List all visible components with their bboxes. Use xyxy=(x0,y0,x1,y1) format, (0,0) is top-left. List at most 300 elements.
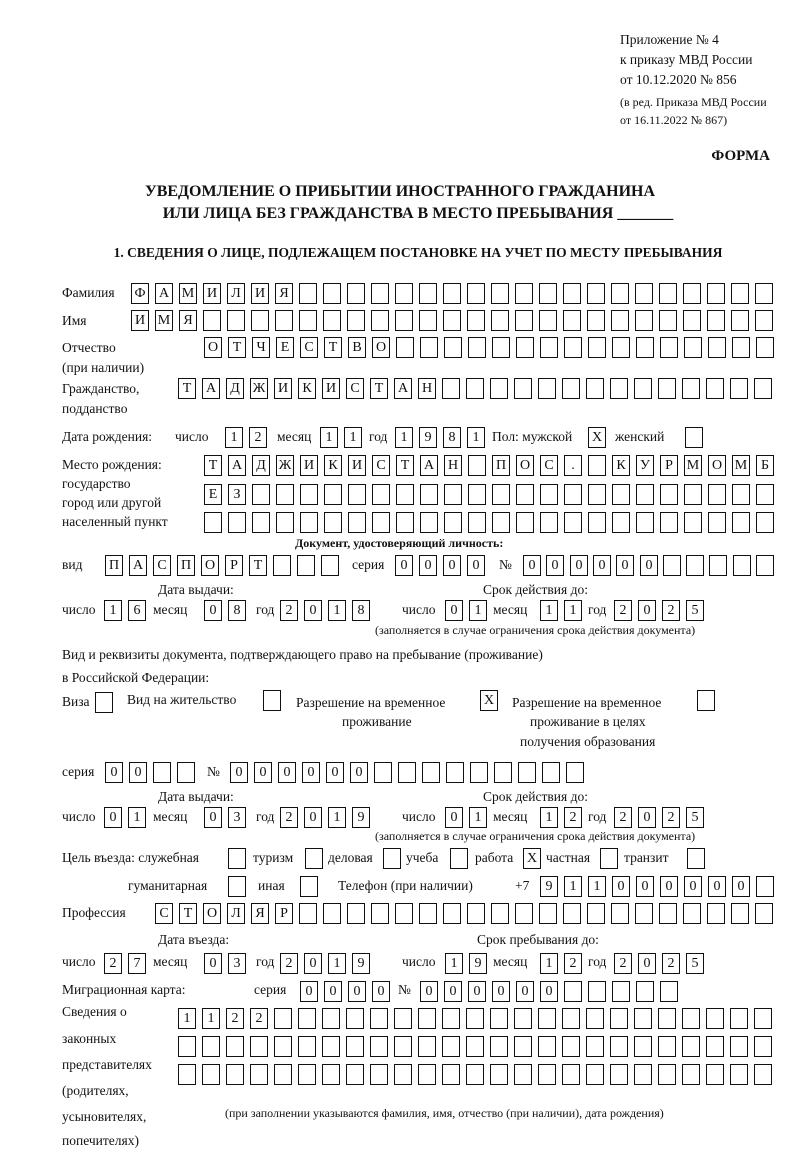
stay-number-cell[interactable] xyxy=(470,762,488,783)
birth-year-cell[interactable]: 9 xyxy=(419,427,437,448)
reps-1-cell[interactable] xyxy=(586,1008,604,1029)
patronymic-cell[interactable] xyxy=(540,337,558,358)
patronymic-cell[interactable]: Т xyxy=(324,337,342,358)
mc-series-cell[interactable]: 0 xyxy=(324,981,342,1002)
birth-place-2-cell[interactable] xyxy=(492,484,510,505)
surname-cell[interactable] xyxy=(611,283,629,304)
birth-place-1-cell[interactable]: А xyxy=(228,455,246,476)
surname-cell[interactable]: М xyxy=(179,283,197,304)
entry-day-cell[interactable]: 7 xyxy=(128,953,146,974)
birth-place-3-cell[interactable] xyxy=(276,512,294,533)
birth-place-1-cell[interactable]: О xyxy=(516,455,534,476)
stay-issue-year-cell[interactable]: 2 xyxy=(280,807,298,828)
citizenship-cell[interactable] xyxy=(442,378,460,399)
surname-cell[interactable]: И xyxy=(203,283,221,304)
stay-year-cell[interactable]: 5 xyxy=(686,953,704,974)
citizenship-cell[interactable] xyxy=(466,378,484,399)
patronymic-cell[interactable] xyxy=(492,337,510,358)
profession-cell[interactable] xyxy=(371,903,389,924)
birth-place-1-cell[interactable]: С xyxy=(540,455,558,476)
phone-cell[interactable]: 0 xyxy=(684,876,702,897)
birth-place-1-cell[interactable]: Ж xyxy=(276,455,294,476)
entry-month-cell[interactable]: 0 xyxy=(204,953,222,974)
reps-1-cell[interactable] xyxy=(274,1008,292,1029)
entry-month-cell[interactable]: 3 xyxy=(228,953,246,974)
citizenship-cell[interactable] xyxy=(754,378,772,399)
name-cell[interactable] xyxy=(275,310,293,331)
reps-2-cell[interactable] xyxy=(490,1036,508,1057)
birth-place-1-cell[interactable]: С xyxy=(372,455,390,476)
reps-3-cell[interactable] xyxy=(754,1064,772,1085)
purpose-work-cell[interactable]: X xyxy=(523,848,541,869)
reps-3-cell[interactable] xyxy=(562,1064,580,1085)
stay-number-cell[interactable] xyxy=(494,762,512,783)
reps-1-cell[interactable] xyxy=(658,1008,676,1029)
surname-cell[interactable]: Ф xyxy=(131,283,149,304)
patronymic-cell[interactable]: О xyxy=(204,337,222,358)
id-valid-year-cell[interactable]: 5 xyxy=(686,600,704,621)
reps-3-cell[interactable] xyxy=(514,1064,532,1085)
profession-cell[interactable] xyxy=(635,903,653,924)
patronymic-cell[interactable]: Е xyxy=(276,337,294,358)
surname-cell[interactable] xyxy=(635,283,653,304)
birth-place-1-cell[interactable]: К xyxy=(612,455,630,476)
birth-place-3-cell[interactable] xyxy=(588,512,606,533)
birth-place-3-cell[interactable] xyxy=(396,512,414,533)
reps-2-cell[interactable] xyxy=(682,1036,700,1057)
reps-3-cell[interactable] xyxy=(346,1064,364,1085)
reps-1-cell[interactable] xyxy=(706,1008,724,1029)
birth-place-3-cell[interactable] xyxy=(612,512,630,533)
sex-male-cell[interactable]: X xyxy=(588,427,606,448)
citizenship-cell[interactable] xyxy=(538,378,556,399)
stay-issue-day-cell[interactable]: 1 xyxy=(128,807,146,828)
phone-cell[interactable]: 0 xyxy=(708,876,726,897)
citizenship-cell[interactable] xyxy=(610,378,628,399)
birth-place-2-cell[interactable] xyxy=(660,484,678,505)
birth-place-2-cell[interactable] xyxy=(612,484,630,505)
reps-2-cell[interactable] xyxy=(586,1036,604,1057)
name-cell[interactable] xyxy=(347,310,365,331)
birth-place-2-cell[interactable] xyxy=(348,484,366,505)
stay-number-cell[interactable] xyxy=(446,762,464,783)
name-cell[interactable] xyxy=(683,310,701,331)
id-number-cell[interactable]: 0 xyxy=(593,555,611,576)
profession-cell[interactable]: Я xyxy=(251,903,269,924)
reps-2-cell[interactable] xyxy=(706,1036,724,1057)
surname-cell[interactable] xyxy=(563,283,581,304)
reps-2-cell[interactable] xyxy=(634,1036,652,1057)
id-number-cell[interactable] xyxy=(733,555,751,576)
reps-1-cell[interactable] xyxy=(754,1008,772,1029)
stay-day-cell[interactable]: 9 xyxy=(469,953,487,974)
phone-cell[interactable]: 0 xyxy=(732,876,750,897)
id-kind-cell[interactable]: П xyxy=(105,555,123,576)
reps-3-cell[interactable] xyxy=(538,1064,556,1085)
birth-place-1-cell[interactable]: М xyxy=(732,455,750,476)
birth-place-1-cell[interactable]: . xyxy=(564,455,582,476)
patronymic-cell[interactable]: В xyxy=(348,337,366,358)
profession-cell[interactable] xyxy=(611,903,629,924)
reps-3-cell[interactable] xyxy=(226,1064,244,1085)
profession-cell[interactable]: О xyxy=(203,903,221,924)
id-issue-day-cell[interactable]: 1 xyxy=(104,600,122,621)
reps-3-cell[interactable] xyxy=(634,1064,652,1085)
patronymic-cell[interactable] xyxy=(468,337,486,358)
name-cell[interactable] xyxy=(395,310,413,331)
reps-3-cell[interactable] xyxy=(682,1064,700,1085)
birth-place-3-cell[interactable] xyxy=(204,512,222,533)
birth-place-2-cell[interactable] xyxy=(636,484,654,505)
stay-year-cell[interactable]: 2 xyxy=(662,953,680,974)
patronymic-cell[interactable]: Т xyxy=(228,337,246,358)
purpose-humanitarian-cell[interactable] xyxy=(228,876,246,897)
birth-place-3-cell[interactable] xyxy=(516,512,534,533)
profession-cell[interactable] xyxy=(659,903,677,924)
birth-place-1-cell[interactable] xyxy=(468,455,486,476)
id-valid-day-cell[interactable]: 0 xyxy=(445,600,463,621)
surname-cell[interactable] xyxy=(347,283,365,304)
reps-3-cell[interactable] xyxy=(610,1064,628,1085)
reps-2-cell[interactable] xyxy=(442,1036,460,1057)
profession-cell[interactable] xyxy=(443,903,461,924)
name-cell[interactable] xyxy=(731,310,749,331)
stay-valid-year-cell[interactable]: 5 xyxy=(686,807,704,828)
id-issue-day-cell[interactable]: 6 xyxy=(128,600,146,621)
id-number-cell[interactable]: 0 xyxy=(546,555,564,576)
citizenship-cell[interactable]: К xyxy=(298,378,316,399)
reps-1-cell[interactable] xyxy=(538,1008,556,1029)
patronymic-cell[interactable] xyxy=(564,337,582,358)
birth-place-3-cell[interactable] xyxy=(708,512,726,533)
id-number-cell[interactable]: 0 xyxy=(640,555,658,576)
birth-place-2-cell[interactable] xyxy=(300,484,318,505)
purpose-transit-cell[interactable] xyxy=(687,848,705,869)
reps-1-cell[interactable] xyxy=(682,1008,700,1029)
birth-place-1-cell[interactable]: Т xyxy=(396,455,414,476)
patronymic-cell[interactable] xyxy=(444,337,462,358)
entry-year-cell[interactable]: 1 xyxy=(328,953,346,974)
stay-number-cell[interactable]: 0 xyxy=(302,762,320,783)
profession-cell[interactable] xyxy=(323,903,341,924)
profession-cell[interactable] xyxy=(539,903,557,924)
birth-place-2-cell[interactable] xyxy=(708,484,726,505)
patronymic-cell[interactable] xyxy=(396,337,414,358)
trp-cell[interactable]: X xyxy=(480,690,498,711)
citizenship-cell[interactable]: Н xyxy=(418,378,436,399)
birth-place-1-cell[interactable]: У xyxy=(636,455,654,476)
birth-place-2-cell[interactable] xyxy=(276,484,294,505)
reps-3-cell[interactable] xyxy=(706,1064,724,1085)
reps-2-cell[interactable] xyxy=(250,1036,268,1057)
reps-3-cell[interactable] xyxy=(298,1064,316,1085)
surname-cell[interactable] xyxy=(371,283,389,304)
entry-day-cell[interactable]: 2 xyxy=(104,953,122,974)
citizenship-cell[interactable]: Ж xyxy=(250,378,268,399)
stay-month-cell[interactable]: 1 xyxy=(540,953,558,974)
birth-place-1-cell[interactable]: Р xyxy=(660,455,678,476)
id-valid-day-cell[interactable]: 1 xyxy=(469,600,487,621)
reps-3-cell[interactable] xyxy=(466,1064,484,1085)
birth-place-3-cell[interactable] xyxy=(756,512,774,533)
name-cell[interactable] xyxy=(371,310,389,331)
reps-1-cell[interactable]: 1 xyxy=(178,1008,196,1029)
patronymic-cell[interactable] xyxy=(732,337,750,358)
birth-place-2-cell[interactable]: Е xyxy=(204,484,222,505)
name-cell[interactable] xyxy=(563,310,581,331)
citizenship-cell[interactable] xyxy=(586,378,604,399)
id-series-cell[interactable]: 0 xyxy=(467,555,485,576)
purpose-other-cell[interactable] xyxy=(300,876,318,897)
id-number-cell[interactable] xyxy=(756,555,774,576)
surname-cell[interactable]: А xyxy=(155,283,173,304)
profession-cell[interactable]: С xyxy=(155,903,173,924)
name-cell[interactable] xyxy=(443,310,461,331)
name-cell[interactable]: И xyxy=(131,310,149,331)
reps-1-cell[interactable] xyxy=(298,1008,316,1029)
birth-place-3-cell[interactable] xyxy=(252,512,270,533)
name-cell[interactable] xyxy=(659,310,677,331)
reps-1-cell[interactable] xyxy=(394,1008,412,1029)
profession-cell[interactable] xyxy=(707,903,725,924)
citizenship-cell[interactable]: И xyxy=(322,378,340,399)
id-issue-year-cell[interactable]: 2 xyxy=(280,600,298,621)
citizenship-cell[interactable] xyxy=(562,378,580,399)
reps-3-cell[interactable] xyxy=(178,1064,196,1085)
reps-1-cell[interactable] xyxy=(562,1008,580,1029)
name-cell[interactable]: М xyxy=(155,310,173,331)
profession-cell[interactable] xyxy=(347,903,365,924)
id-kind-cell[interactable]: Т xyxy=(249,555,267,576)
birth-place-2-cell[interactable] xyxy=(540,484,558,505)
birth-place-3-cell[interactable] xyxy=(684,512,702,533)
mc-number-cell[interactable] xyxy=(588,981,606,1002)
name-cell[interactable] xyxy=(707,310,725,331)
citizenship-cell[interactable] xyxy=(730,378,748,399)
birth-year-cell[interactable]: 1 xyxy=(467,427,485,448)
surname-cell[interactable] xyxy=(755,283,773,304)
stay-year-cell[interactable]: 0 xyxy=(638,953,656,974)
birth-place-3-cell[interactable] xyxy=(660,512,678,533)
mc-number-cell[interactable]: 0 xyxy=(492,981,510,1002)
birth-place-2-cell[interactable] xyxy=(468,484,486,505)
citizenship-cell[interactable] xyxy=(634,378,652,399)
stay-issue-year-cell[interactable]: 0 xyxy=(304,807,322,828)
surname-cell[interactable] xyxy=(419,283,437,304)
surname-cell[interactable]: Л xyxy=(227,283,245,304)
birth-place-3-cell[interactable] xyxy=(492,512,510,533)
patronymic-cell[interactable]: С xyxy=(300,337,318,358)
reps-2-cell[interactable] xyxy=(658,1036,676,1057)
stay-issue-year-cell[interactable]: 1 xyxy=(328,807,346,828)
stay-series-cell[interactable] xyxy=(177,762,195,783)
reps-2-cell[interactable] xyxy=(610,1036,628,1057)
birth-place-1-cell[interactable]: О xyxy=(708,455,726,476)
reps-2-cell[interactable] xyxy=(370,1036,388,1057)
id-issue-year-cell[interactable]: 0 xyxy=(304,600,322,621)
stay-number-cell[interactable] xyxy=(422,762,440,783)
id-series-cell[interactable]: 0 xyxy=(443,555,461,576)
name-cell[interactable] xyxy=(323,310,341,331)
id-kind-cell[interactable] xyxy=(273,555,291,576)
stay-number-cell[interactable]: 0 xyxy=(278,762,296,783)
patronymic-cell[interactable] xyxy=(756,337,774,358)
name-cell[interactable] xyxy=(299,310,317,331)
purpose-business-cell[interactable] xyxy=(383,848,401,869)
id-kind-cell[interactable]: С xyxy=(153,555,171,576)
birth-place-1-cell[interactable]: А xyxy=(420,455,438,476)
birth-place-2-cell[interactable] xyxy=(684,484,702,505)
birth-place-1-cell[interactable]: Н xyxy=(444,455,462,476)
reps-3-cell[interactable] xyxy=(322,1064,340,1085)
profession-cell[interactable] xyxy=(299,903,317,924)
surname-cell[interactable] xyxy=(659,283,677,304)
reps-3-cell[interactable] xyxy=(442,1064,460,1085)
birth-month-cell[interactable]: 1 xyxy=(344,427,362,448)
name-cell[interactable] xyxy=(515,310,533,331)
id-series-cell[interactable]: 0 xyxy=(419,555,437,576)
reps-2-cell[interactable] xyxy=(274,1036,292,1057)
surname-cell[interactable] xyxy=(395,283,413,304)
id-kind-cell[interactable]: П xyxy=(177,555,195,576)
id-kind-cell[interactable]: Р xyxy=(225,555,243,576)
reps-1-cell[interactable] xyxy=(442,1008,460,1029)
citizenship-cell[interactable]: С xyxy=(346,378,364,399)
birth-place-1-cell[interactable]: И xyxy=(300,455,318,476)
name-cell[interactable] xyxy=(635,310,653,331)
reps-2-cell[interactable] xyxy=(298,1036,316,1057)
birth-place-2-cell[interactable] xyxy=(252,484,270,505)
reps-1-cell[interactable]: 1 xyxy=(202,1008,220,1029)
id-kind-cell[interactable] xyxy=(321,555,339,576)
stay-valid-month-cell[interactable]: 2 xyxy=(564,807,582,828)
profession-cell[interactable] xyxy=(491,903,509,924)
reps-1-cell[interactable] xyxy=(346,1008,364,1029)
id-valid-year-cell[interactable]: 2 xyxy=(662,600,680,621)
mc-number-cell[interactable] xyxy=(564,981,582,1002)
reps-2-cell[interactable] xyxy=(322,1036,340,1057)
reps-3-cell[interactable] xyxy=(418,1064,436,1085)
surname-cell[interactable] xyxy=(515,283,533,304)
mc-number-cell[interactable] xyxy=(660,981,678,1002)
reps-1-cell[interactable] xyxy=(418,1008,436,1029)
reps-2-cell[interactable] xyxy=(394,1036,412,1057)
birth-place-1-cell[interactable]: Б xyxy=(756,455,774,476)
phone-cell[interactable] xyxy=(756,876,774,897)
reps-3-cell[interactable] xyxy=(490,1064,508,1085)
stay-issue-year-cell[interactable]: 9 xyxy=(352,807,370,828)
birth-place-1-cell[interactable]: Д xyxy=(252,455,270,476)
phone-cell[interactable]: 0 xyxy=(612,876,630,897)
birth-place-1-cell[interactable]: П xyxy=(492,455,510,476)
reps-2-cell[interactable] xyxy=(754,1036,772,1057)
reps-3-cell[interactable] xyxy=(202,1064,220,1085)
stay-number-cell[interactable] xyxy=(398,762,416,783)
birth-day-cell[interactable]: 2 xyxy=(249,427,267,448)
citizenship-cell[interactable]: А xyxy=(394,378,412,399)
phone-cell[interactable]: 1 xyxy=(588,876,606,897)
surname-cell[interactable] xyxy=(731,283,749,304)
birth-place-1-cell[interactable]: М xyxy=(684,455,702,476)
birth-place-2-cell[interactable]: З xyxy=(228,484,246,505)
surname-cell[interactable] xyxy=(467,283,485,304)
citizenship-cell[interactable] xyxy=(682,378,700,399)
id-number-cell[interactable]: 0 xyxy=(570,555,588,576)
citizenship-cell[interactable]: А xyxy=(202,378,220,399)
reps-2-cell[interactable] xyxy=(730,1036,748,1057)
stay-number-cell[interactable]: 0 xyxy=(350,762,368,783)
reps-3-cell[interactable] xyxy=(586,1064,604,1085)
stay-number-cell[interactable] xyxy=(542,762,560,783)
birth-place-3-cell[interactable] xyxy=(540,512,558,533)
reps-2-cell[interactable] xyxy=(538,1036,556,1057)
entry-year-cell[interactable]: 9 xyxy=(352,953,370,974)
stay-number-cell[interactable] xyxy=(518,762,536,783)
mc-number-cell[interactable]: 0 xyxy=(420,981,438,1002)
birth-place-1-cell[interactable] xyxy=(588,455,606,476)
stay-series-cell[interactable]: 0 xyxy=(105,762,123,783)
birth-place-2-cell[interactable] xyxy=(444,484,462,505)
birth-place-3-cell[interactable] xyxy=(732,512,750,533)
id-valid-month-cell[interactable]: 1 xyxy=(540,600,558,621)
citizenship-cell[interactable]: Д xyxy=(226,378,244,399)
stay-number-cell[interactable] xyxy=(566,762,584,783)
stay-month-cell[interactable]: 2 xyxy=(564,953,582,974)
name-cell[interactable] xyxy=(491,310,509,331)
reps-1-cell[interactable] xyxy=(634,1008,652,1029)
id-number-cell[interactable]: 0 xyxy=(523,555,541,576)
reps-1-cell[interactable] xyxy=(730,1008,748,1029)
patronymic-cell[interactable] xyxy=(636,337,654,358)
mc-series-cell[interactable]: 0 xyxy=(300,981,318,1002)
reps-3-cell[interactable] xyxy=(658,1064,676,1085)
stay-number-cell[interactable] xyxy=(374,762,392,783)
name-cell[interactable] xyxy=(419,310,437,331)
birth-place-1-cell[interactable]: Т xyxy=(204,455,222,476)
patronymic-cell[interactable] xyxy=(660,337,678,358)
surname-cell[interactable]: И xyxy=(251,283,269,304)
mc-number-cell[interactable]: 0 xyxy=(516,981,534,1002)
entry-year-cell[interactable]: 2 xyxy=(280,953,298,974)
reps-3-cell[interactable] xyxy=(730,1064,748,1085)
stay-valid-day-cell[interactable]: 1 xyxy=(469,807,487,828)
trp-edu-cell[interactable] xyxy=(697,690,715,711)
birth-place-3-cell[interactable] xyxy=(372,512,390,533)
birth-place-3-cell[interactable] xyxy=(420,512,438,533)
stay-valid-year-cell[interactable]: 2 xyxy=(662,807,680,828)
purpose-study-cell[interactable] xyxy=(450,848,468,869)
stay-issue-month-cell[interactable]: 3 xyxy=(228,807,246,828)
birth-place-2-cell[interactable] xyxy=(588,484,606,505)
id-number-cell[interactable] xyxy=(686,555,704,576)
reps-2-cell[interactable] xyxy=(514,1036,532,1057)
surname-cell[interactable] xyxy=(539,283,557,304)
name-cell[interactable] xyxy=(611,310,629,331)
name-cell[interactable] xyxy=(203,310,221,331)
reps-2-cell[interactable] xyxy=(202,1036,220,1057)
patronymic-cell[interactable]: О xyxy=(372,337,390,358)
patronymic-cell[interactable] xyxy=(612,337,630,358)
id-kind-cell[interactable] xyxy=(297,555,315,576)
surname-cell[interactable] xyxy=(491,283,509,304)
profession-cell[interactable] xyxy=(419,903,437,924)
surname-cell[interactable] xyxy=(707,283,725,304)
profession-cell[interactable] xyxy=(563,903,581,924)
stay-number-cell[interactable]: 0 xyxy=(230,762,248,783)
birth-year-cell[interactable]: 1 xyxy=(395,427,413,448)
phone-cell[interactable]: 9 xyxy=(540,876,558,897)
birth-place-3-cell[interactable] xyxy=(564,512,582,533)
